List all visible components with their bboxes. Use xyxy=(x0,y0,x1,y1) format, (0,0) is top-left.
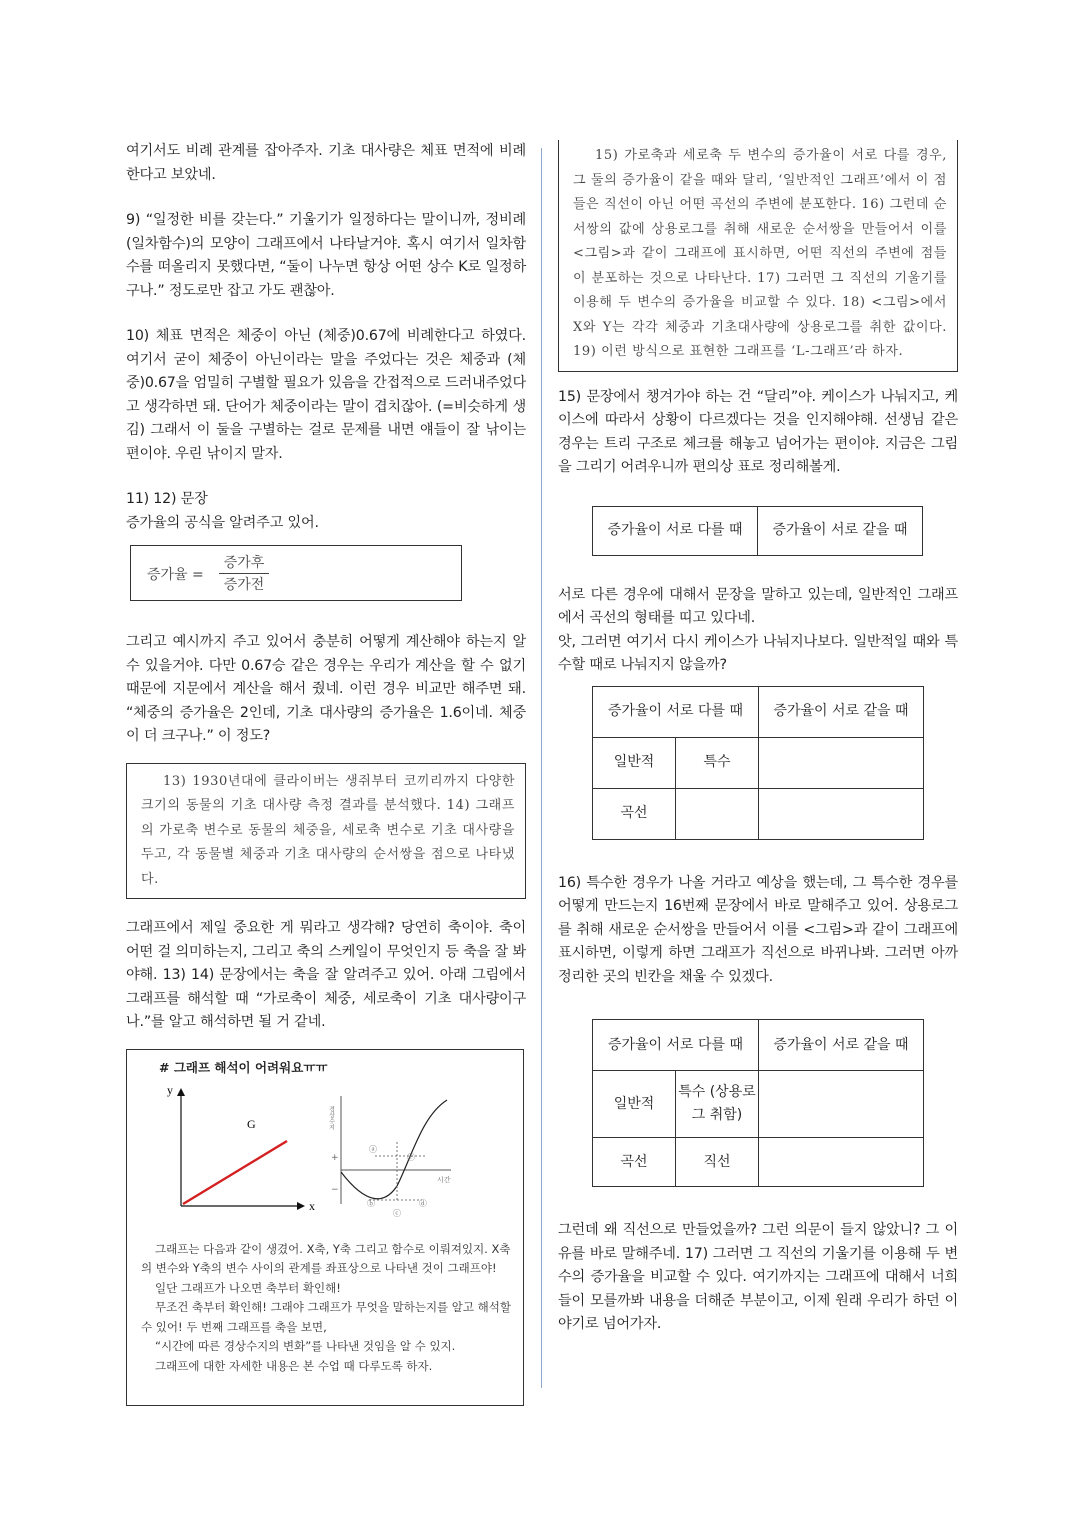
paragraph: 그리고 예시까지 주고 있어서 충분히 어떻게 계산해야 하는지 알 수 있을거야. 다만 0.67승 같은 경우는 우리가 계산을 할 수 없기 때문에 지문에서 계산을 해서 줬네. 이런 경우 비교만 해주면 돼. “체중의 증가율은 2인데, 기초 대사량의 증가율은 1.6이네. 체중이 더 크구나.” 이 정도? xyxy=(126,634,526,744)
graph-figure xyxy=(127,1076,523,1256)
table-cell: 일반적 xyxy=(593,737,676,788)
left-column xyxy=(126,140,526,1406)
table-cell: 일반적 xyxy=(593,1071,676,1138)
formula-lhs: 증가율 = xyxy=(147,567,204,583)
table-cell xyxy=(759,1138,924,1187)
formula-denominator: 증가전 xyxy=(223,577,265,593)
paragraph: 그래프에서 제일 중요한 게 뭐라고 생각해? 당연히 축이야. 축이 어떤 걸 의미하는지, 그리고 축의 스케일이 무엇인지 등 축을 잘 봐야해. 13) 14) 문장에서는 축을 잘 알려주고 있어. 아래 그림에서 그래프를 해석할 때 “가로축이 체중, 세로축이 기초 대사량이구나.”를 알고 해석하면 될 거 같네. xyxy=(126,920,526,1030)
paragraph: 10) 체표 면적은 체중이 아닌 (체중)0.67에 비례한다고 하였다. 여기서 굳이 체중이 아닌이라는 말을 주었다는 것은 체중과 (체중)0.67을 엄밀히 구별할 필요가 있음을 간접적으로 드러내주었다고 생각하면 돼. 단어가 체중이라는 말이 겹치잖아. (=비슷하게 생김) 그래서 이 둘을 구별하는 걸로 문제를 내면 얘들이 잘 낚이는 편이야. 우린 낚이지 말자. xyxy=(126,328,526,462)
formula-fraction xyxy=(219,552,269,594)
table-cell: 특수 xyxy=(676,737,759,788)
passage-box xyxy=(558,140,958,372)
econ-x-label: 시간 xyxy=(437,1175,451,1184)
paragraph: 그런데 왜 직선으로 만들었을까? 그런 의문이 들지 않았니? 그 이유를 바로 말해주네. 17) 그러면 그 직선의 기울기를 이용해 두 변수의 증가율을 비교할 수 있다. 여기까지는 그래프에 대해서 너희들이 모를까봐 내용을 더해준 부분이고, 이제 원래 우리가 하던 이야기로 넘어가자. xyxy=(558,1222,958,1332)
mark-b: ⓑ xyxy=(367,1198,375,1208)
table-cell: 직선 xyxy=(676,1138,759,1187)
caption-line: 그래프에 대한 자세한 내용은 본 수업 때 다루도록 하자. xyxy=(155,1358,433,1373)
table-cell: 곡선 xyxy=(593,788,676,839)
table-header: 증가율이 서로 같을 때 xyxy=(759,1020,924,1071)
paragraph: 15) 문장에서 챙겨가야 하는 건 “달리”야. 케이스가 나눠지고, 케이스에 따라서 상황이 다르겠다는 것을 인지해야해. 선생님 같은 경우는 트리 구조로 체크를 해놓고 넘어가는 편이야. 지금은 그림을 그리기 어려우니까 편의상 표로 정리해볼게. xyxy=(558,388,958,475)
case-table-3 xyxy=(592,1019,924,1187)
paragraph: 앗, 그러면 여기서 다시 케이스가 나눠지나보다. 일반적일 때와 특수할 때로 나눠지지 않을까? xyxy=(558,633,958,673)
line-label: G xyxy=(247,1116,256,1131)
y-axis-arrow xyxy=(177,1088,185,1096)
case-table-2 xyxy=(592,686,924,840)
caption-line: 일단 그래프가 나오면 축부터 확인해! xyxy=(155,1280,341,1295)
table-cell xyxy=(759,737,924,788)
mark-c: ⓒ xyxy=(393,1208,401,1218)
caption-line: 무조건 축부터 확인해! 그래야 그래프가 무엇을 말하는지를 알고 해석할 수 있어! 두 번째 그래프를 축을 보면, xyxy=(141,1300,512,1334)
table-cell xyxy=(676,788,759,839)
mark-a: ⓐ xyxy=(369,1144,377,1154)
passage-text: 15) 가로축과 세로축 두 변수의 증가율이 서로 다를 경우, 그 둘의 증가율이 같을 때와 달리, ‘일반적인 그래프’에서 이 점들은 직선이 아닌 어떤 곡선의 주변에 분포한다. 16) 그런데 순서쌍의 값에 상용로그를 취해 새로운 순서쌍을 만들어서 이를 <그림>과 같이 그래프에 표시하면, 어떤 직선의 주변에 점들이 분포하는 것으로 나타난다. 17) 그러면 그 직선의 기울기를 이용해 두 변수의 증가율을 비교할 수 있다. 18) <그림>에서 X와 Y는 각각 체중과 기초대사량에 상용로그를 취한 값이다. 19) 이런 방식으로 표현한 그래프를 ‘L-그래프’라 하자. xyxy=(573,148,947,359)
paragraph: 9) “일정한 비를 갖는다.” 기울기가 일정하다는 말이니까, 정비례(일차함수)의 모양이 그래프에서 나타날거야. 혹시 여기서 일차함수를 떠올리지 못했다면, “둘이 나누면 항상 어떤 상수 K로 일정하구나.” 정도로만 잡고 가도 괜찮아. xyxy=(126,212,526,299)
plus-sign: + xyxy=(331,1152,339,1163)
paragraph: 16) 특수한 경우가 나올 거라고 예상을 했는데, 그 특수한 경우를 어떻게 만드는지 16번째 문장에서 바로 말해주고 있어. 상용로그를 취해 새로운 순서쌍을 만들어서 이를 <그림>과 같이 그래프에 표시하면, 이렇게 하면 그래프가 직선으로 바뀌나봐. 그러면 아까 정리한 곳의 빈칸을 채울 수 있겠다. xyxy=(558,874,958,985)
passage-box xyxy=(126,763,526,900)
x-axis-label: x xyxy=(309,1198,315,1213)
table-header: 증가율이 서로 다를 때 xyxy=(593,686,759,737)
table-header: 증가율이 서로 다를 때 xyxy=(593,1020,759,1071)
table-header: 증가율이 서로 다를 때 xyxy=(593,506,758,555)
mark-d: ⓓ xyxy=(419,1198,427,1208)
table-cell: 특수 (상용로그 취함) xyxy=(676,1071,759,1138)
figure-caption xyxy=(141,1240,511,1377)
current-account-curve xyxy=(341,1100,447,1199)
growth-rate-formula-box xyxy=(130,545,462,601)
caption-line: 그래프는 다음과 같이 생겼어. X축, Y축 그리고 함수로 이뤄져있지. X축의 변수와 Y축의 변수 사이의 관계를 좌표상으로 나타낸 것이 그래프야! xyxy=(141,1241,511,1275)
right-column xyxy=(558,140,958,1337)
column-divider xyxy=(541,148,542,1388)
econ-y-label: 경상수지 xyxy=(327,1105,335,1130)
caption-line: “시간에 따른 경상수지의 변화”를 나타낸 것임을 알 수 있지. xyxy=(155,1339,456,1353)
paragraph: 증가율의 공식을 알려주고 있어. xyxy=(126,514,319,531)
table-header: 증가율이 서로 같을 때 xyxy=(759,686,924,737)
table-header: 증가율이 서로 같을 때 xyxy=(758,506,923,555)
paragraph: 11) 12) 문장 xyxy=(126,491,208,507)
passage-text: 13) 1930년대에 클라이버는 생쥐부터 코끼리까지 다양한 크기의 동물의 기초 대사량 측정 결과를 분석했다. 14) 그래프의 가로축 변수로 동물의 체중을, 세로축 변수로 기초 대사량을 두고, 각 동물별 체중과 기초 대사량의 순서쌍을 점으로 나타냈다. xyxy=(141,773,515,887)
graph-explanation-box xyxy=(126,1049,524,1406)
x-axis-arrow xyxy=(297,1202,305,1210)
figure-title: # 그래프 해석이 어려워요ㅠㅠ xyxy=(159,1059,328,1075)
formula-numerator: 증가후 xyxy=(219,552,269,574)
case-table-1 xyxy=(592,506,923,556)
minus-sign: − xyxy=(331,1184,339,1195)
graph-line-g xyxy=(183,1141,287,1204)
mark-e: ⓔ xyxy=(407,1152,415,1162)
table-cell xyxy=(759,788,924,839)
paragraph: 여기서도 비례 관계를 잡아주자. 기초 대사량은 체표 면적에 비례한다고 보았네. xyxy=(126,143,526,183)
table-cell: 곡선 xyxy=(593,1138,676,1187)
table-cell xyxy=(759,1071,924,1138)
y-axis-label: y xyxy=(167,1082,173,1097)
paragraph: 서로 다른 경우에 대해서 문장을 말하고 있는데, 일반적인 그래프에서 곡선의 형태를 띠고 있다네. xyxy=(558,586,958,626)
